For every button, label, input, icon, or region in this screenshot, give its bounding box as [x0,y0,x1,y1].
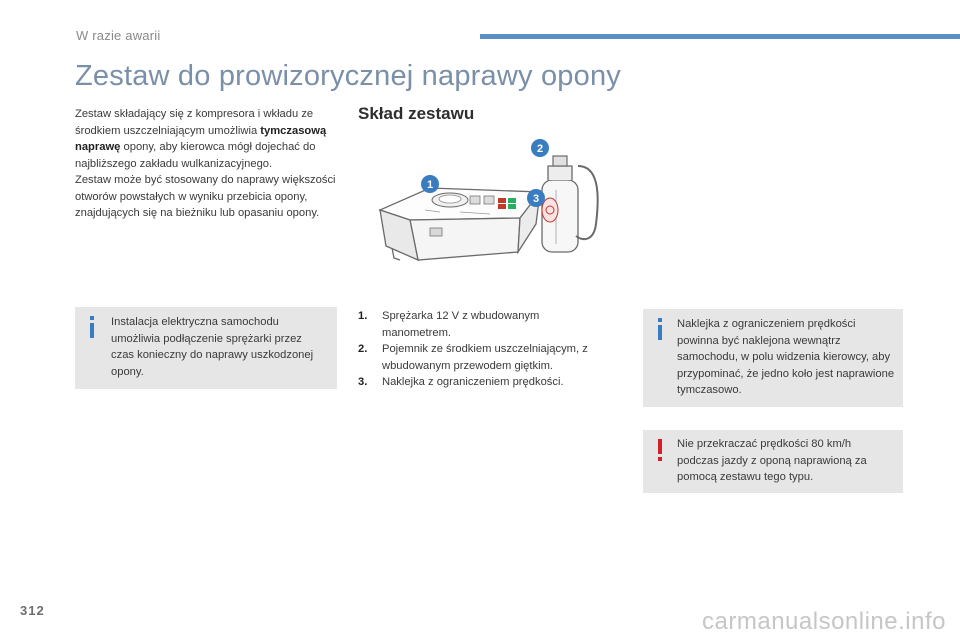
part-description: Naklejka z ograniczeniem prędkości. [382,376,564,388]
svg-text:2: 2 [536,143,544,155]
figure-marker-1 [421,175,439,193]
svg-text:1: 1 [426,179,434,191]
part-number: 3. [358,376,368,388]
page-title: Zestaw do prowizorycznej naprawy opony [75,60,621,92]
part-description: Sprężarka 12 V z wbudowanym manometrem. [382,310,540,339]
intro-text-part: Zestaw składający się z kompresora i wkładu ze środkiem uszczelniającym umożliwia [75,108,314,137]
intro-paragraph-2: Zestaw może być stosowany do naprawy większości otworów powstałych w wyniku przebicia opony, znajdujących się na bieżniku lub opasaniu opony. [75,174,336,219]
info-note-right [643,309,903,407]
figure-marker-3 [527,189,545,207]
info-note-left [75,307,337,389]
info-icon [87,316,97,338]
part-number: 2. [358,343,368,355]
compressor-drawing [380,188,540,260]
info-note-right-text: Naklejka z ograniczeniem prędkości powinna być naklejona wewnątrz samochodu, w polu widzenia kierowcy, aby przypominać, że jedno koło jest naprawione tymczasowo. [677,318,895,396]
list-item [358,374,608,391]
kit-parts-list [358,308,608,391]
warning-icon [655,439,665,461]
intro-text [75,106,337,222]
part-number: 1. [358,310,368,322]
intro-paragraph-1 [75,106,337,172]
info-note-left-text: Instalacja elektryczna samochodu umożliwia podłączenie sprężarki przez czas konieczny do naprawy uszkodzonej opony. [111,316,314,378]
warning-note-text: Nie przekraczać prędkości 80 km/h podczas jazdy z oponą naprawioną za pomocą zestawu tego typu. [677,438,867,483]
list-item [358,341,608,374]
intro-bold-text: tymczasową naprawę [75,124,327,153]
part-description: Pojemnik ze środkiem uszczelniającym, z wbudowanym przewodem giętkim. [382,343,588,372]
section-label: W razie awarii [76,28,161,43]
list-item [358,308,608,341]
page-number: 312 [20,603,45,618]
kit-subtitle: Skład zestawu [358,104,475,123]
info-icon [655,318,665,340]
header-accent-bar [480,34,960,39]
watermark: carmanualsonline.info [702,608,946,635]
figure-marker-2 [531,139,549,157]
intro-text-part: opony, aby kierowca mógł dojechać do najbliższego zakładu wulkanizacyjnego. [75,141,316,170]
sealant-bottle-drawing [542,156,598,252]
repair-kit-illustration [370,132,610,292]
warning-note [643,430,903,493]
svg-text:3: 3 [532,193,540,205]
